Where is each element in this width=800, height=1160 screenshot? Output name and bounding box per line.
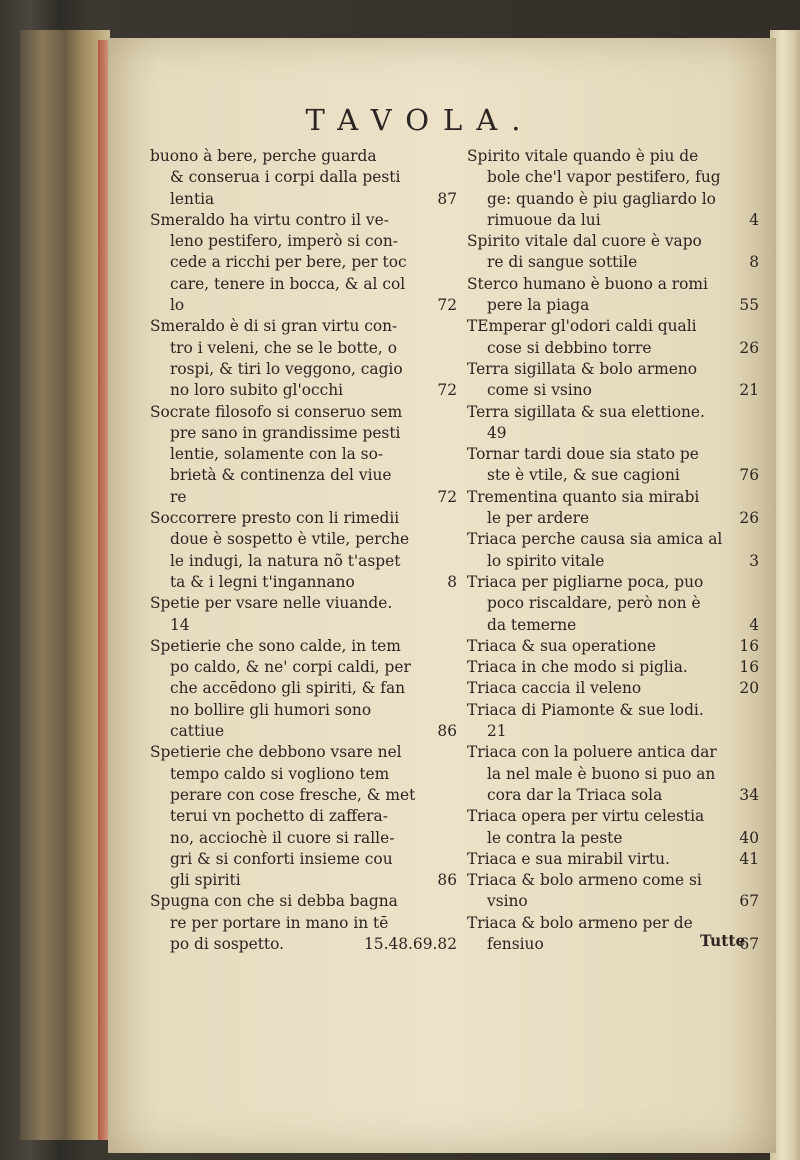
index-entry [467, 742, 767, 806]
index-entry-line: 49 [487, 423, 507, 442]
index-entry-line: terui vn pochetto di zaffera- [170, 807, 388, 826]
index-entry-line: care, tenere in bocca, & al col [170, 274, 406, 293]
index-entry-line [150, 721, 465, 742]
index-entry-text: lo spirito vitale [487, 551, 605, 570]
index-entry-line: Spirito vitale quando è piu de [467, 147, 699, 165]
index-entry-text: vsino [487, 892, 528, 911]
index-entry [150, 146, 465, 210]
page-reference: 67 [739, 892, 759, 911]
index-entry-text: Triaca & sua operatione [467, 636, 657, 655]
index-entry-text: cora dar la Triaca sola [487, 785, 663, 804]
index-entry [467, 529, 767, 572]
index-entry [150, 891, 465, 955]
index-entry-text: Triaca e sua mirabil virtu. [467, 849, 670, 868]
index-entry-line [467, 252, 767, 273]
index-entry-line: la nel male è buono si puo an [487, 764, 716, 783]
page-reference: 4 [749, 615, 759, 634]
index-entry-line [467, 465, 767, 486]
index-entry [467, 146, 767, 231]
index-entry-line [467, 891, 767, 912]
index-entry-line: no bollire gli humori sono [170, 700, 372, 719]
index-entry [150, 508, 465, 593]
index-entry-line: 14 [170, 615, 190, 634]
page-reference: 55 [739, 296, 759, 315]
index-column-right [467, 146, 767, 955]
index-column-left [150, 146, 465, 955]
index-entry-text: Triaca caccia il veleno [467, 679, 642, 698]
index-entry-text: da temerne [487, 615, 577, 634]
index-entry-text: le contra la peste [487, 828, 623, 847]
index-entry-line: Terra sigillata & sua elettione. [467, 402, 705, 421]
index-entry-line: bole che'l vapor pestifero, fug [487, 168, 721, 187]
index-entry-text: po di sospetto. [170, 934, 284, 953]
index-entry-line [467, 295, 767, 316]
page-reference: 3 [749, 551, 759, 570]
index-entry-line: Spetierie che debbono vsare nel [150, 743, 402, 762]
index-entry-line: tempo caldo si vogliono tem [170, 764, 390, 783]
page-reference: 16 [739, 636, 759, 655]
index-entry-line [467, 338, 767, 359]
index-entry-line [467, 678, 767, 699]
index-entry [467, 487, 767, 530]
index-entry-line: le indugi, la natura nõ t'aspet [170, 551, 401, 570]
page-reference: 72 [437, 381, 457, 400]
page-reference: 16 [739, 658, 759, 677]
index-entry [467, 231, 767, 274]
index-entry-text: cose si debbino torre [487, 338, 652, 357]
index-entry-line: cede a ricchi per bere, per toc [170, 253, 407, 272]
index-entry-line [150, 572, 465, 593]
index-entry-line [467, 828, 767, 849]
index-entry-line: TEmperar gl'odori caldi quali [467, 317, 697, 336]
index-entry-line: leno pestifero, imperò si con- [170, 232, 398, 251]
index-entry [467, 806, 767, 849]
index-entry-line: brietà & continenza del viue [170, 466, 392, 485]
index-entry-line [467, 785, 767, 806]
index-entry-line: perare con cose fresche, & met [170, 785, 416, 804]
index-entry-line: pre sano in grandissime pesti [170, 423, 401, 442]
page-reference: 20 [739, 679, 759, 698]
index-entry-line: Smeraldo ha virtu contro il ve- [150, 210, 389, 229]
index-entry-line [467, 657, 767, 678]
index-entry-line: Spugna con che si debba bagna [150, 892, 398, 911]
index-entry-line: rospi, & tiri lo veggono, cagio [170, 359, 403, 378]
index-entry-text: fensiuo [487, 934, 544, 953]
index-entry-line: buono à bere, perche guarda [150, 147, 377, 165]
index-entry-line: Terra sigillata & bolo armeno [467, 359, 698, 378]
index-entry-text: lentia [170, 189, 215, 208]
index-entry [150, 593, 465, 636]
index-entry-line: Smeraldo è di si gran virtu con- [150, 317, 398, 336]
page-reference: 21 [739, 381, 759, 400]
page-reference: 72 [437, 296, 457, 315]
index-entry-line: Triaca con la poluere antica dar [467, 743, 717, 762]
index-entry-text: rimuoue da lui [487, 210, 601, 229]
page-reference: 15.48.69.82 [363, 934, 457, 953]
index-entry-text: gli spiriti [170, 871, 241, 890]
index-entry-line [150, 870, 465, 891]
index-entry-line [467, 508, 767, 529]
page-reference: 4 [749, 210, 759, 229]
index-entry-text: le per ardere [487, 509, 590, 528]
index-entry-text: cattiue [170, 722, 225, 741]
book-binding [20, 30, 110, 1140]
index-entry-line: Spetierie che sono calde, in tem [150, 636, 401, 655]
index-entry-line: Spetie per vsare nelle viuande. [150, 594, 393, 613]
index-entry-line: re per portare in mano in tē [170, 913, 389, 932]
index-entry [150, 316, 465, 401]
page-heading: TAVOLA. [305, 103, 535, 137]
index-entry [467, 870, 767, 913]
index-entry-line: & conserua i corpi dalla pesti [170, 168, 401, 187]
index-entry-line: Triaca & bolo armeno per de [467, 913, 693, 932]
index-entry-text: re di sangue sottile [487, 253, 638, 272]
index-entry-line: poco riscaldare, però non è [487, 594, 701, 613]
index-entry-line [150, 934, 465, 955]
index-entry-line: po caldo, & ne' corpi caldi, per [170, 658, 411, 677]
catchword: Tutte [700, 932, 746, 950]
index-entry [467, 849, 767, 870]
index-entry [150, 742, 465, 891]
index-entry-text: Triaca in che modo si piglia. [467, 658, 688, 677]
index-entry-line: Socrate filosofo si conseruo sem [150, 402, 403, 421]
index-entry-line [467, 551, 767, 572]
index-entry-line: Triaca opera per virtu celestia [467, 807, 705, 826]
index-entry [467, 678, 767, 699]
index-entry [467, 636, 767, 657]
index-entry-line: gri & si conforti insieme cou [170, 849, 393, 868]
index-entry-text: come si vsino [487, 381, 592, 400]
index-entry-line [150, 189, 465, 210]
index-entry-line: Triaca di Piamonte & sue lodi. [467, 700, 704, 719]
page-reference: 26 [739, 509, 759, 528]
index-entry-line: Soccorrere presto con li rimedii [150, 509, 400, 528]
index-entry [467, 444, 767, 487]
page-reference: 8 [749, 253, 759, 272]
index-entry-line: 21 [487, 722, 507, 741]
index-entry-line: Triaca per pigliarne poca, puo [467, 572, 704, 591]
index-entry-line [467, 210, 767, 231]
index-entry-line [467, 849, 767, 870]
index-entry-text: pere la piaga [487, 296, 590, 315]
page-reference: 40 [739, 828, 759, 847]
index-entry [467, 572, 767, 636]
page-reference: 87 [437, 189, 457, 208]
index-entry-line [467, 615, 767, 636]
index-entry-line [467, 636, 767, 657]
index-entry [467, 402, 767, 445]
index-entry-text: ste è vtile, & sue cagioni [487, 466, 680, 485]
index-entry-line: Sterco humano è buono a romi [467, 274, 708, 293]
index-entry-line: Triaca perche causa sia amica al [467, 530, 723, 549]
page-reference: 86 [437, 871, 457, 890]
index-entry [150, 402, 465, 508]
index-entry-text: no loro subito gl'occhi [170, 381, 344, 400]
index-entry [150, 636, 465, 742]
index-entry-text: ta & i legni t'ingannano [170, 572, 355, 591]
page-reference: 8 [447, 572, 457, 591]
page-reference: 41 [739, 849, 759, 868]
index-entry-line: Tornar tardi doue sia stato pe [467, 445, 699, 464]
index-entry [467, 700, 767, 743]
index-entry-line: no, acciochè il cuore si ralle- [170, 828, 395, 847]
index-entry-line [150, 380, 465, 401]
page-reference: 72 [437, 487, 457, 506]
index-entry-line: ge: quando è piu gagliardo lo [487, 189, 716, 208]
index-entry-line [467, 380, 767, 401]
index-entry-line: lentie, solamente con la so- [170, 445, 384, 464]
page-reference: 34 [739, 785, 759, 804]
page-reference: 76 [739, 466, 759, 485]
index-entry-line: tro i veleni, che se le botte, o [170, 338, 397, 357]
index-entry-line: Triaca & bolo armeno come si [467, 871, 702, 890]
index-entry [467, 316, 767, 359]
page-reference: 67 [739, 934, 759, 953]
index-entry-text: lo [170, 296, 185, 315]
index-entry [467, 657, 767, 678]
index-entry-line: Trementina quanto sia mirabi [467, 487, 700, 506]
page-reference: 86 [437, 722, 457, 741]
page-reference: 26 [739, 338, 759, 357]
index-entry [150, 210, 465, 316]
index-entry-line [150, 295, 465, 316]
index-entry [467, 274, 767, 317]
index-entry-line: Spirito vitale dal cuore è vapo [467, 232, 702, 251]
index-entry-line: doue è sospetto è vtile, perche [170, 530, 410, 549]
index-entry-line: che accēdono gli spiriti, & fan [170, 679, 406, 698]
index-entry [467, 359, 767, 402]
index-entry-line [150, 487, 465, 508]
index-entry-text: re [170, 487, 187, 506]
